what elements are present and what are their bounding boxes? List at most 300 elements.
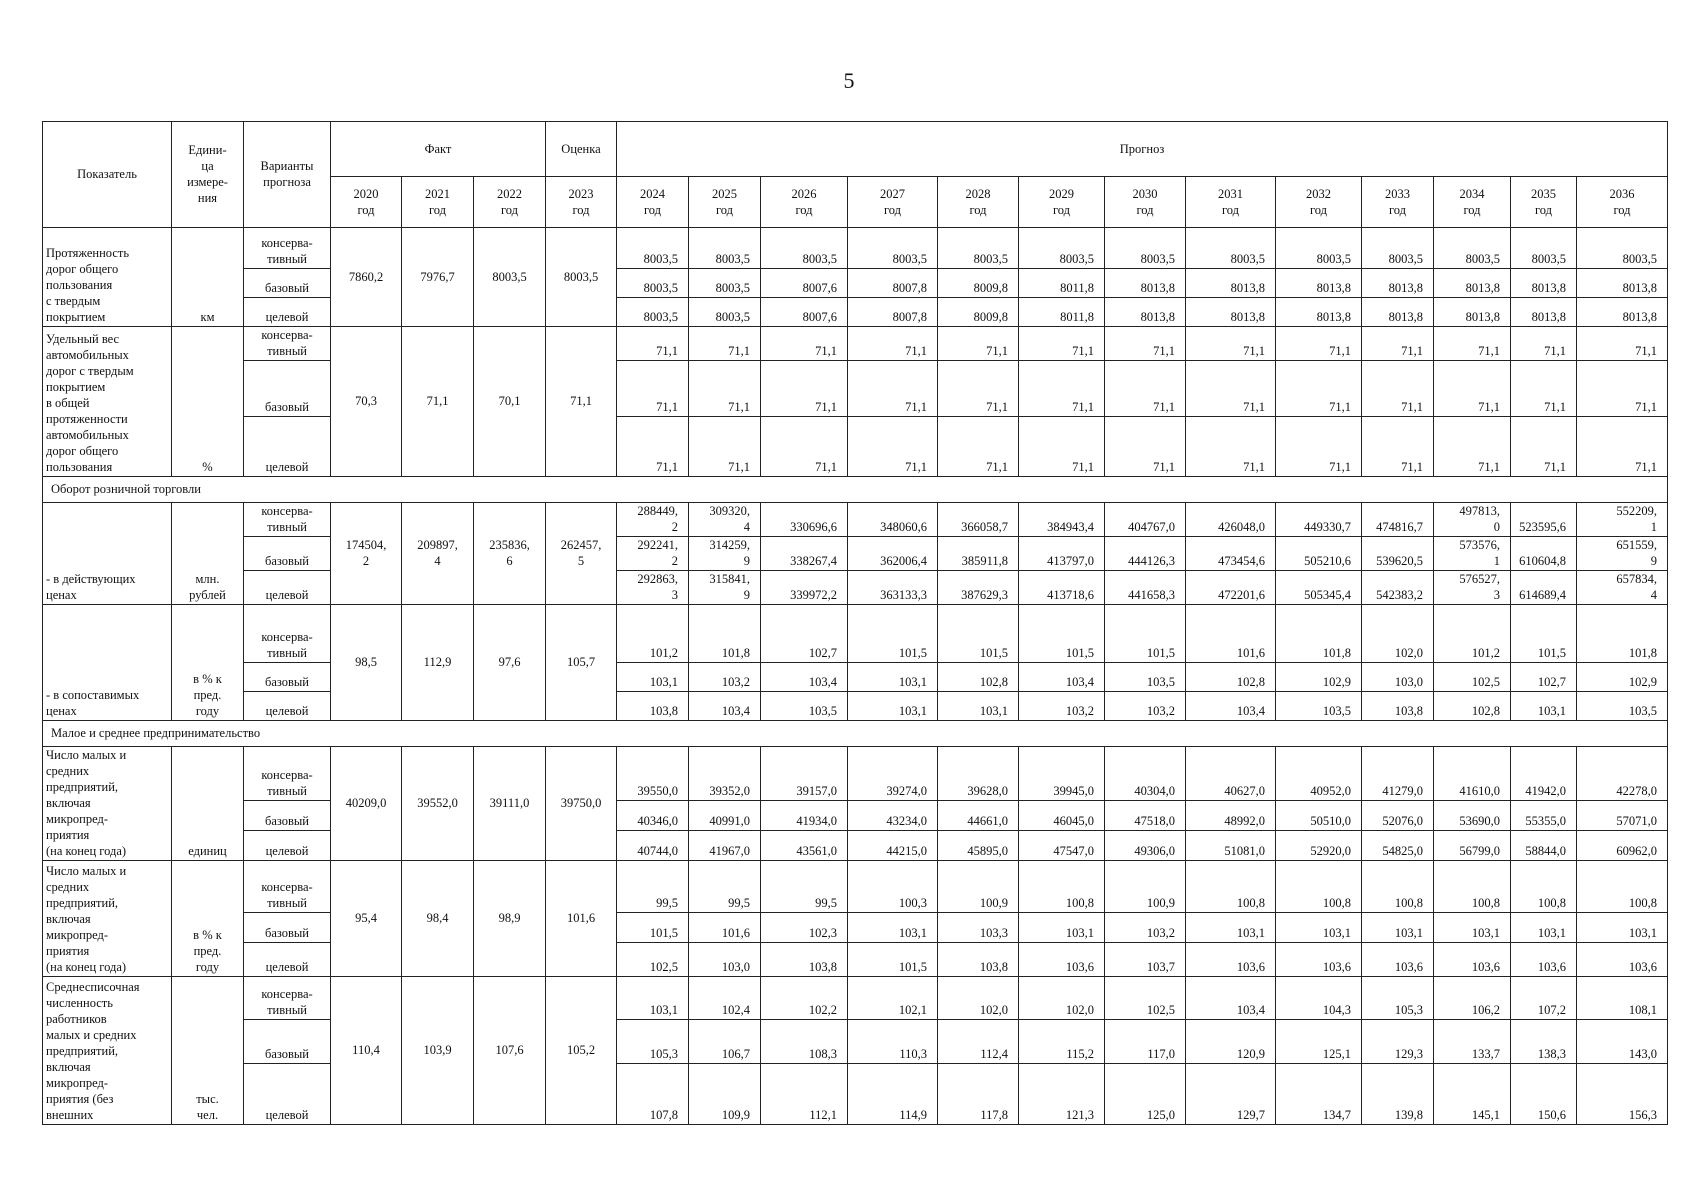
- forecast-value: 102,8: [1434, 692, 1511, 721]
- forecast-value: 103,1: [1511, 913, 1577, 943]
- table-row: [43, 327, 1668, 361]
- forecast-value: 8003,5: [1276, 228, 1362, 269]
- table-row: [43, 943, 1668, 977]
- header-indicator: Показатель: [43, 122, 172, 228]
- forecast-value: 8003,5: [848, 228, 938, 269]
- forecast-value: 314259, 9: [689, 537, 761, 571]
- variant-label: базовый: [244, 537, 331, 571]
- indicator-name: - в сопоставимых ценах: [43, 605, 172, 721]
- fact-value: 95,4: [331, 861, 402, 977]
- forecast-value: 552209, 1: [1577, 503, 1668, 537]
- forecast-value: 651559, 9: [1577, 537, 1668, 571]
- forecast-value: 103,8: [617, 692, 689, 721]
- variant-label: базовый: [244, 913, 331, 943]
- forecast-value: 8003,5: [617, 298, 689, 327]
- fact-value: 71,1: [402, 327, 474, 477]
- forecast-value: 103,1: [1577, 913, 1668, 943]
- forecast-value: 107,2: [1511, 977, 1577, 1020]
- table-row: [43, 571, 1668, 605]
- variant-label: консерва- тивный: [244, 605, 331, 663]
- forecast-value: 102,2: [761, 977, 848, 1020]
- forecast-value: 101,6: [689, 913, 761, 943]
- forecast-value: 71,1: [617, 361, 689, 417]
- forecast-value: 8007,6: [761, 269, 848, 298]
- forecast-value: 120,9: [1186, 1020, 1276, 1064]
- forecast-value: 71,1: [617, 327, 689, 361]
- section-row: [43, 477, 1668, 503]
- forecast-value: 71,1: [1276, 327, 1362, 361]
- variant-label: целевой: [244, 298, 331, 327]
- forecast-value: 103,4: [761, 663, 848, 692]
- header-fact: Факт: [331, 122, 546, 177]
- fact-value: 8003,5: [546, 228, 617, 327]
- variant-label: базовый: [244, 1020, 331, 1064]
- forecast-value: 523595,6: [1511, 503, 1577, 537]
- header-forecast: Прогноз: [617, 122, 1668, 177]
- table-row: [43, 663, 1668, 692]
- forecast-value: 41934,0: [761, 801, 848, 831]
- forecast-value: 47547,0: [1019, 831, 1105, 861]
- fact-value: 105,2: [546, 977, 617, 1125]
- header-year: 2030 год: [1105, 177, 1186, 228]
- header-year: 2022 год: [474, 177, 546, 228]
- forecast-value: 103,8: [938, 943, 1019, 977]
- forecast-value: 40627,0: [1186, 747, 1276, 801]
- unit-cell: в % к пред. году: [172, 861, 244, 977]
- forecast-value: 103,6: [1511, 943, 1577, 977]
- forecast-value: 444126,3: [1105, 537, 1186, 571]
- table-row: [43, 692, 1668, 721]
- forecast-value: 41610,0: [1434, 747, 1511, 801]
- forecast-value: 8003,5: [1434, 228, 1511, 269]
- forecast-value: 102,9: [1276, 663, 1362, 692]
- forecast-value: 539620,5: [1362, 537, 1434, 571]
- forecast-value: 46045,0: [1019, 801, 1105, 831]
- forecast-value: 39945,0: [1019, 747, 1105, 801]
- forecast-value: 71,1: [617, 417, 689, 477]
- forecast-value: 8003,5: [1105, 228, 1186, 269]
- forecast-value: 505210,6: [1276, 537, 1362, 571]
- forecast-value: 315841, 9: [689, 571, 761, 605]
- header-year: 2023 год: [546, 177, 617, 228]
- variant-label: целевой: [244, 692, 331, 721]
- forecast-value: 71,1: [1105, 327, 1186, 361]
- fact-value: 40209,0: [331, 747, 402, 861]
- fact-value: 110,4: [331, 977, 402, 1125]
- forecast-value: 8003,5: [1362, 228, 1434, 269]
- forecast-value: 8013,8: [1511, 269, 1577, 298]
- forecast-value: 107,8: [617, 1064, 689, 1125]
- header-year: 2034 год: [1434, 177, 1511, 228]
- header-year: 2027 год: [848, 177, 938, 228]
- variant-label: консерва- тивный: [244, 747, 331, 801]
- fact-value: 107,6: [474, 977, 546, 1125]
- header-year: 2025 год: [689, 177, 761, 228]
- forecast-value: 102,5: [1434, 663, 1511, 692]
- forecast-value: 103,1: [1511, 692, 1577, 721]
- forecast-value: 105,3: [1362, 977, 1434, 1020]
- forecast-value: 71,1: [938, 361, 1019, 417]
- header-estimate: Оценка: [546, 122, 617, 177]
- forecast-value: 614689,4: [1511, 571, 1577, 605]
- forecast-value: 103,4: [1186, 977, 1276, 1020]
- forecast-value: 102,8: [1186, 663, 1276, 692]
- table-row: [43, 1020, 1668, 1064]
- fact-value: 98,5: [331, 605, 402, 721]
- forecast-value: 103,7: [1105, 943, 1186, 977]
- variant-label: базовый: [244, 663, 331, 692]
- forecast-value: 134,7: [1276, 1064, 1362, 1125]
- forecast-value: 103,0: [1362, 663, 1434, 692]
- forecast-value: 108,3: [761, 1020, 848, 1064]
- forecast-value: 413797,0: [1019, 537, 1105, 571]
- forecast-value: 657834, 4: [1577, 571, 1668, 605]
- forecast-value: 348060,6: [848, 503, 938, 537]
- forecast-value: 288449, 2: [617, 503, 689, 537]
- forecast-value: 8013,8: [1186, 298, 1276, 327]
- forecast-value: 8009,8: [938, 298, 1019, 327]
- forecast-value: 39157,0: [761, 747, 848, 801]
- indicator-name: Среднесписочная численность работников малых и средних предприятий, включая микропред- приятия (без внешних: [43, 977, 172, 1125]
- forecast-value: 8013,8: [1577, 298, 1668, 327]
- forecast-value: 100,3: [848, 861, 938, 913]
- forecast-value: 292863, 3: [617, 571, 689, 605]
- forecast-value: 43234,0: [848, 801, 938, 831]
- forecast-value: 100,8: [1362, 861, 1434, 913]
- table-row: [43, 503, 1668, 537]
- forecast-value: 114,9: [848, 1064, 938, 1125]
- forecast-value: 101,2: [617, 605, 689, 663]
- fact-value: 262457, 5: [546, 503, 617, 605]
- table-row: [43, 913, 1668, 943]
- forecast-value: 103,1: [938, 692, 1019, 721]
- forecast-value: 101,5: [1105, 605, 1186, 663]
- header-unit: Едини- ца измере- ния: [172, 122, 244, 228]
- forecast-value: 8013,8: [1577, 269, 1668, 298]
- indicator-name: Удельный вес автомобильных дорог с твердым покрытием в общей протяженности автомобильных дорог общего пользования: [43, 327, 172, 477]
- forecast-value: 8013,8: [1362, 298, 1434, 327]
- forecast-value: 102,0: [1019, 977, 1105, 1020]
- forecast-value: 103,6: [1362, 943, 1434, 977]
- forecast-value: 449330,7: [1276, 503, 1362, 537]
- variant-label: консерва- тивный: [244, 228, 331, 269]
- forecast-value: 42278,0: [1577, 747, 1668, 801]
- forecast-value: 71,1: [689, 361, 761, 417]
- forecast-value: 8011,8: [1019, 298, 1105, 327]
- fact-value: 174504, 2: [331, 503, 402, 605]
- forecast-value: 610604,8: [1511, 537, 1577, 571]
- header-year: 2035 год: [1511, 177, 1577, 228]
- forecast-value: 103,1: [1019, 913, 1105, 943]
- forecast-value: 8011,8: [1019, 269, 1105, 298]
- header-year: 2024 год: [617, 177, 689, 228]
- unit-cell: км: [172, 228, 244, 327]
- forecast-value: 330696,6: [761, 503, 848, 537]
- forecast-table: [42, 121, 1668, 1125]
- fact-value: 70,1: [474, 327, 546, 477]
- fact-value: 98,9: [474, 861, 546, 977]
- variant-label: консерва- тивный: [244, 977, 331, 1020]
- forecast-value: 473454,6: [1186, 537, 1276, 571]
- fact-value: 101,6: [546, 861, 617, 977]
- forecast-value: 44661,0: [938, 801, 1019, 831]
- forecast-value: 103,4: [689, 692, 761, 721]
- table-row: [43, 747, 1668, 801]
- variant-label: консерва- тивный: [244, 327, 331, 361]
- forecast-value: 43561,0: [761, 831, 848, 861]
- fact-value: 97,6: [474, 605, 546, 721]
- forecast-value: 103,6: [1434, 943, 1511, 977]
- fact-value: 7976,7: [402, 228, 474, 327]
- forecast-value: 474816,7: [1362, 503, 1434, 537]
- forecast-value: 8007,8: [848, 269, 938, 298]
- forecast-value: 71,1: [938, 327, 1019, 361]
- indicator-name: Число малых и средних предприятий, включая микропред- приятия (на конец года): [43, 747, 172, 861]
- forecast-value: 45895,0: [938, 831, 1019, 861]
- table-row: [43, 801, 1668, 831]
- forecast-value: 573576, 1: [1434, 537, 1511, 571]
- forecast-value: 44215,0: [848, 831, 938, 861]
- variant-label: базовый: [244, 361, 331, 417]
- forecast-value: 101,2: [1434, 605, 1511, 663]
- forecast-value: 71,1: [1362, 327, 1434, 361]
- page-number: 5: [843, 68, 855, 93]
- forecast-value: 103,1: [1186, 913, 1276, 943]
- forecast-value: 8003,5: [938, 228, 1019, 269]
- table-row: [43, 417, 1668, 477]
- forecast-value: 103,1: [617, 663, 689, 692]
- forecast-value: 8013,8: [1276, 269, 1362, 298]
- forecast-value: 8003,5: [689, 228, 761, 269]
- forecast-value: 139,8: [1362, 1064, 1434, 1125]
- forecast-value: 101,8: [1276, 605, 1362, 663]
- forecast-value: 58844,0: [1511, 831, 1577, 861]
- forecast-value: 103,6: [1276, 943, 1362, 977]
- forecast-value: 156,3: [1577, 1064, 1668, 1125]
- fact-value: 103,9: [402, 977, 474, 1125]
- forecast-value: 71,1: [1434, 327, 1511, 361]
- header-year: 2026 год: [761, 177, 848, 228]
- forecast-value: 39274,0: [848, 747, 938, 801]
- forecast-value: 8013,8: [1105, 269, 1186, 298]
- forecast-value: 71,1: [938, 417, 1019, 477]
- forecast-value: 129,3: [1362, 1020, 1434, 1064]
- forecast-value: 366058,7: [938, 503, 1019, 537]
- forecast-value: 150,6: [1511, 1064, 1577, 1125]
- variant-label: целевой: [244, 831, 331, 861]
- forecast-value: 112,1: [761, 1064, 848, 1125]
- table-row: [43, 977, 1668, 1020]
- forecast-value: 109,9: [689, 1064, 761, 1125]
- forecast-value: 103,6: [1019, 943, 1105, 977]
- forecast-value: 99,5: [617, 861, 689, 913]
- forecast-value: 71,1: [1186, 417, 1276, 477]
- header-variants: Варианты прогноза: [244, 122, 331, 228]
- indicator-name: Протяженность дорог общего пользования с твердым покрытием: [43, 228, 172, 327]
- forecast-value: 106,7: [689, 1020, 761, 1064]
- section-row: [43, 721, 1668, 747]
- forecast-value: 100,8: [1186, 861, 1276, 913]
- table-row: [43, 361, 1668, 417]
- fact-value: 39750,0: [546, 747, 617, 861]
- forecast-value: 125,1: [1276, 1020, 1362, 1064]
- forecast-value: 8013,8: [1434, 298, 1511, 327]
- forecast-value: 8007,8: [848, 298, 938, 327]
- forecast-value: 71,1: [848, 327, 938, 361]
- forecast-value: 103,1: [848, 692, 938, 721]
- forecast-value: 40346,0: [617, 801, 689, 831]
- variant-label: целевой: [244, 1064, 331, 1125]
- forecast-value: 51081,0: [1186, 831, 1276, 861]
- forecast-value: 71,1: [1019, 417, 1105, 477]
- unit-cell: в % к пред. году: [172, 605, 244, 721]
- forecast-value: 404767,0: [1105, 503, 1186, 537]
- forecast-value: 71,1: [848, 361, 938, 417]
- forecast-value: 41967,0: [689, 831, 761, 861]
- forecast-value: 48992,0: [1186, 801, 1276, 831]
- forecast-value: 103,1: [1276, 913, 1362, 943]
- fact-value: 39552,0: [402, 747, 474, 861]
- forecast-value: 102,3: [761, 913, 848, 943]
- forecast-value: 100,8: [1019, 861, 1105, 913]
- header-year: 2032 год: [1276, 177, 1362, 228]
- variant-label: консерва- тивный: [244, 861, 331, 913]
- forecast-value: 41279,0: [1362, 747, 1434, 801]
- forecast-value: 8003,5: [1577, 228, 1668, 269]
- table-row: [43, 861, 1668, 913]
- forecast-value: 103,1: [848, 913, 938, 943]
- forecast-value: 8009,8: [938, 269, 1019, 298]
- header-year: 2020 год: [331, 177, 402, 228]
- variant-label: консерва- тивный: [244, 503, 331, 537]
- forecast-value: 138,3: [1511, 1020, 1577, 1064]
- forecast-value: 71,1: [848, 417, 938, 477]
- forecast-value: 56799,0: [1434, 831, 1511, 861]
- forecast-value: 102,1: [848, 977, 938, 1020]
- forecast-value: 110,3: [848, 1020, 938, 1064]
- forecast-value: 505345,4: [1276, 571, 1362, 605]
- forecast-value: 8007,6: [761, 298, 848, 327]
- forecast-value: 71,1: [761, 361, 848, 417]
- forecast-value: 103,1: [848, 663, 938, 692]
- forecast-value: 121,3: [1019, 1064, 1105, 1125]
- forecast-value: 49306,0: [1105, 831, 1186, 861]
- forecast-value: 100,8: [1511, 861, 1577, 913]
- fact-value: 235836, 6: [474, 503, 546, 605]
- forecast-value: 143,0: [1577, 1020, 1668, 1064]
- forecast-value: 103,1: [1434, 913, 1511, 943]
- table-row: [43, 1064, 1668, 1125]
- forecast-value: 129,7: [1186, 1064, 1276, 1125]
- forecast-value: 71,1: [1362, 417, 1434, 477]
- forecast-value: 71,1: [1362, 361, 1434, 417]
- section-title: Малое и среднее предпринимательство: [43, 721, 1668, 747]
- forecast-value: 497813, 0: [1434, 503, 1511, 537]
- variant-label: целевой: [244, 417, 331, 477]
- forecast-value: 39550,0: [617, 747, 689, 801]
- forecast-value: 50510,0: [1276, 801, 1362, 831]
- forecast-value: 102,8: [938, 663, 1019, 692]
- forecast-value: 57071,0: [1577, 801, 1668, 831]
- forecast-value: 71,1: [761, 417, 848, 477]
- forecast-value: 101,5: [938, 605, 1019, 663]
- forecast-value: 41942,0: [1511, 747, 1577, 801]
- table-row: [43, 298, 1668, 327]
- indicator-name: Число малых и средних предприятий, включая микропред- приятия (на конец года): [43, 861, 172, 977]
- forecast-value: 99,5: [761, 861, 848, 913]
- forecast-value: 104,3: [1276, 977, 1362, 1020]
- forecast-value: 52920,0: [1276, 831, 1362, 861]
- forecast-value: 103,8: [761, 943, 848, 977]
- forecast-value: 47518,0: [1105, 801, 1186, 831]
- fact-value: 112,9: [402, 605, 474, 721]
- forecast-value: 8003,5: [761, 228, 848, 269]
- unit-cell: единиц: [172, 747, 244, 861]
- header-year: 2029 год: [1019, 177, 1105, 228]
- forecast-value: 103,1: [1362, 913, 1434, 943]
- forecast-value: 71,1: [1577, 417, 1668, 477]
- forecast-value: 8003,5: [1019, 228, 1105, 269]
- forecast-value: 103,5: [1105, 663, 1186, 692]
- forecast-value: 71,1: [1186, 361, 1276, 417]
- forecast-value: 115,2: [1019, 1020, 1105, 1064]
- forecast-value: 71,1: [689, 417, 761, 477]
- variant-label: целевой: [244, 943, 331, 977]
- forecast-value: 338267,4: [761, 537, 848, 571]
- header-year: 2036 год: [1577, 177, 1668, 228]
- variant-label: базовый: [244, 801, 331, 831]
- forecast-value: 339972,2: [761, 571, 848, 605]
- forecast-value: 385911,8: [938, 537, 1019, 571]
- forecast-value: 39628,0: [938, 747, 1019, 801]
- forecast-value: 8003,5: [1186, 228, 1276, 269]
- forecast-value: 125,0: [1105, 1064, 1186, 1125]
- forecast-value: 54825,0: [1362, 831, 1434, 861]
- forecast-value: 71,1: [1434, 417, 1511, 477]
- forecast-value: 71,1: [1577, 327, 1668, 361]
- forecast-value: 40991,0: [689, 801, 761, 831]
- forecast-value: 71,1: [1105, 417, 1186, 477]
- forecast-value: 103,2: [1019, 692, 1105, 721]
- forecast-value: 71,1: [1019, 327, 1105, 361]
- forecast-value: 71,1: [1511, 361, 1577, 417]
- forecast-value: 133,7: [1434, 1020, 1511, 1064]
- forecast-value: 102,7: [761, 605, 848, 663]
- forecast-value: 103,5: [1577, 692, 1668, 721]
- forecast-value: 71,1: [1186, 327, 1276, 361]
- forecast-value: 102,4: [689, 977, 761, 1020]
- fact-value: 7860,2: [331, 228, 402, 327]
- forecast-value: 101,8: [1577, 605, 1668, 663]
- forecast-value: 145,1: [1434, 1064, 1511, 1125]
- forecast-value: 426048,0: [1186, 503, 1276, 537]
- header-year: 2031 год: [1186, 177, 1276, 228]
- forecast-value: 363133,3: [848, 571, 938, 605]
- forecast-value: 103,4: [1186, 692, 1276, 721]
- forecast-value: 102,5: [1105, 977, 1186, 1020]
- forecast-value: 40952,0: [1276, 747, 1362, 801]
- table-row: [43, 537, 1668, 571]
- forecast-value: 8003,5: [689, 269, 761, 298]
- forecast-value: 576527, 3: [1434, 571, 1511, 605]
- forecast-value: 71,1: [1276, 417, 1362, 477]
- forecast-value: 71,1: [761, 327, 848, 361]
- forecast-value: 71,1: [1276, 361, 1362, 417]
- forecast-value: 103,2: [1105, 692, 1186, 721]
- forecast-value: 542383,2: [1362, 571, 1434, 605]
- forecast-value: 413718,6: [1019, 571, 1105, 605]
- forecast-value: 71,1: [689, 327, 761, 361]
